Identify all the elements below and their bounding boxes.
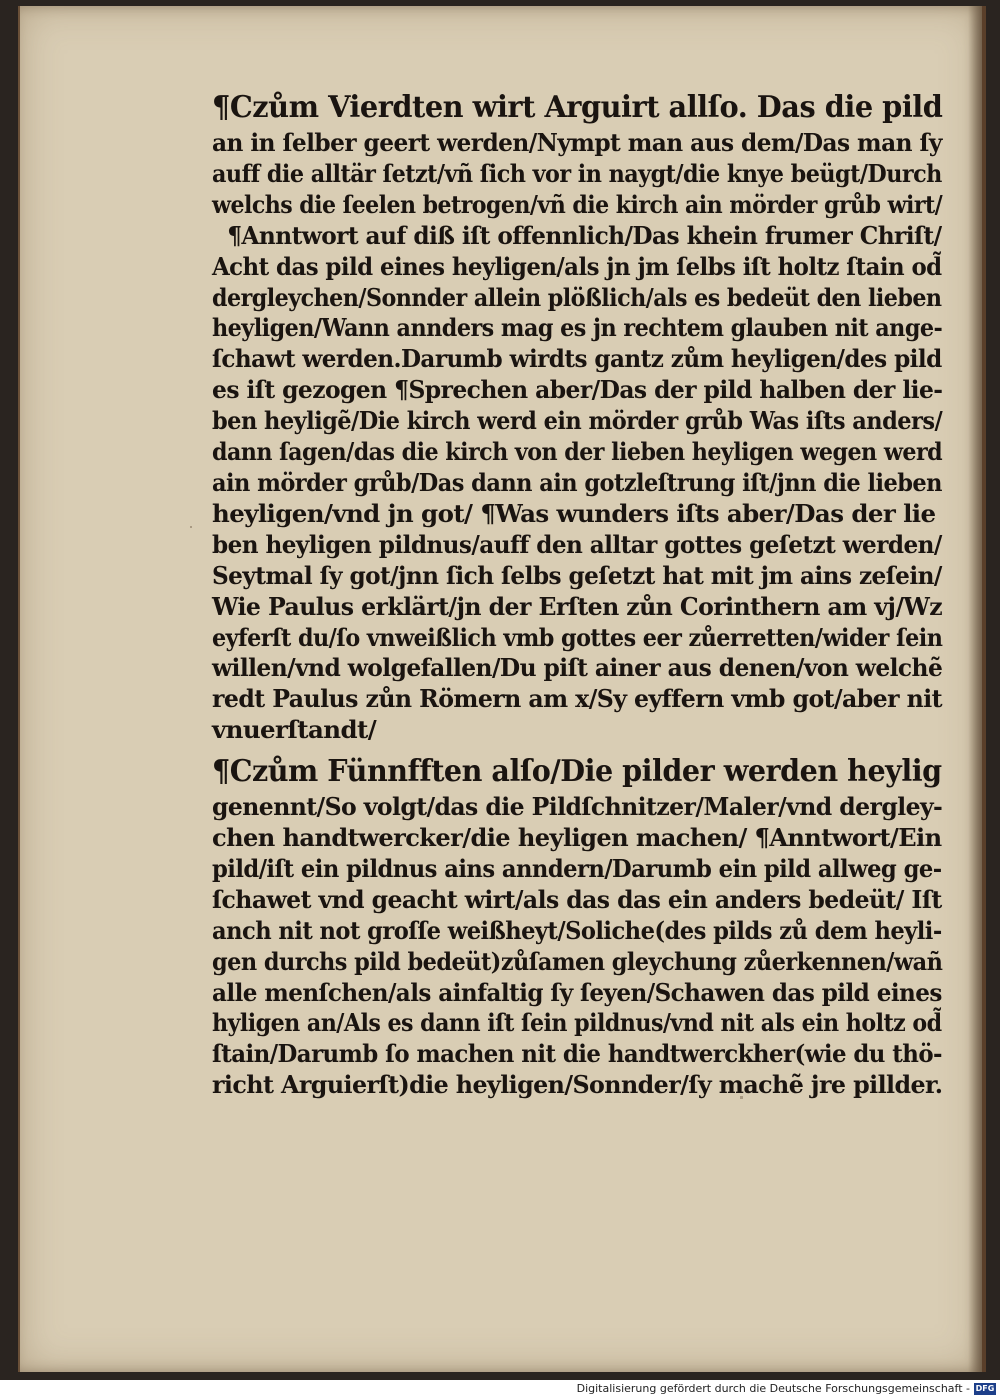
text-line: dergleychen/Sonnder allein plößlich/als es bedeüt den lieben (212, 282, 942, 312)
text-line: gen durchs pild bedeüt)zůſamen gleychung zůerkennen/wañ (212, 946, 943, 976)
text-line: dann ſagen/das die kirch von der lieben heyligen wegen werd (212, 437, 943, 467)
text-line: richt Arguierſt)die heyligen/Sonnder/ſy machẽ jre pillder. (212, 1070, 943, 1100)
text-line: anch nit not groſſe weißheyt/Soliche(des pilds zů dem heyli- (212, 915, 942, 945)
text-line: ¶Anntwort auf diß iſt offennlich/Das khein frumer Chriſt/ (227, 220, 942, 250)
text-line: ſchawet vnd geacht wirt/als das das ein anders bedeüt/ Iſt (212, 884, 942, 914)
text-line: pild/iſt ein pildnus ains anndern/Darumb ein pild allweg ge- (212, 853, 942, 883)
text-line: Acht das pild eines heyligen/als jn jm ſelbs iſt holtz ſtain od̃ (212, 251, 942, 281)
text-line: an in ſelber geert werden/Nympt man aus dem/Das man ſy (212, 128, 942, 157)
text-line: heyligen/vnd jn got/ ¶Was wunders iſts aber/Das der lie (212, 498, 936, 528)
text-line: ben heyligẽ/Die kirch werd ein mörder grůb Was iſts anders/ (212, 406, 943, 436)
text-line: es iſt gezogen ¶Sprechen aber/Das der pild halben der lie- (212, 375, 943, 405)
text-line: vnuerſtandt/ (212, 715, 377, 745)
text-line: redt Paulus zůn Römern am x/Sy eyffern vmb got/aber nit (212, 684, 942, 714)
footer-credit: Digitalisierung gefördert durch die Deutsche Forschungsgemeinschaft - (576, 1382, 970, 1395)
page-speck (190, 526, 192, 528)
text-line: ſchawt werden.Darumb wirdts gantz zům heyligen/des pild (212, 344, 942, 374)
text-line: hyligen an/Als es dann iſt ſein pildnus/vnd nit als ein holtz od̃ (212, 1008, 942, 1038)
text-line: ¶Czům Vierdten wirt Arguirt allſo. Das die pild (212, 90, 943, 125)
text-line: welchs die ſeelen betrogen/vñ die kirch ain mörder grůb wirt/ (212, 189, 943, 219)
text-line: alle menſchen/als ainfaltig ſy ſeyen/Schawen das pild eines (212, 977, 942, 1007)
text-line: Wie Paulus erklärt/jn der Erſten zůn Corinthern am vj/Wz (212, 591, 943, 621)
text-line: auff die alltär ſetzt/vñ ſich vor in naygt/die knye beügt/Durch (212, 158, 942, 188)
text-line: willen/vnd wolgefallen/Du piſt ainer aus denen/von welchẽ (212, 653, 943, 683)
text-line: ſtain/Darumb ſo machen nit die handtwerckher(wie du thö- (212, 1039, 942, 1069)
page-text (212, 88, 942, 1101)
text-line: heyligen/Wann annders mag es jn rechtem glauben nit ange- (212, 313, 943, 343)
text-line: ain mörder grůb/Das dann ain gotzleſtrung iſt/jnn die lieben (212, 467, 942, 497)
text-line: ¶Czům Fünnfften alſo/Die pilder werden heylig (212, 754, 942, 790)
text-line: chen handtwercker/die heyligen machen/ ¶Anntwort/Ein (212, 823, 942, 853)
footer-bar (0, 1380, 1000, 1399)
text-line: eyferſt du/ſo vnweißlich vmb gottes eer zůerretten/wider ſein (212, 622, 943, 652)
text-line: ben heyligen pildnus/auff den alltar gottes geſetzt werden/ (212, 529, 942, 559)
dfg-logo: DFG (975, 1384, 995, 1393)
text-line: Seytmal ſy got/jnn ſich ſelbs geſetzt hat mit jm ains zeſein/ (212, 560, 942, 590)
text-line: genennt/So volgt/das die Pildſchnitzer/Maler/vnd dergley- (212, 792, 943, 822)
